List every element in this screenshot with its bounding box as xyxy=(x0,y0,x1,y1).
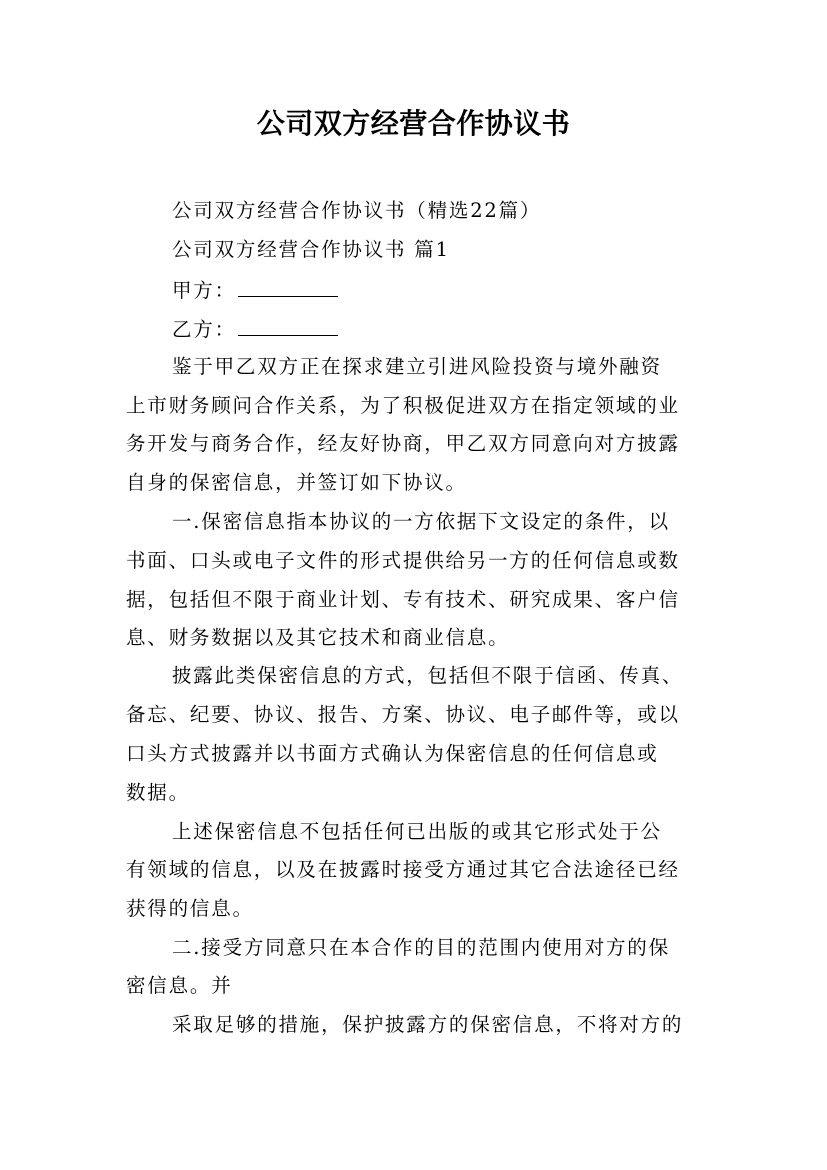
doc-line: 书面、口头或电子文件的形式提供给另一方的任何信息或数 xyxy=(126,549,680,572)
doc-line: 口头方式披露并以书面方式确认为保密信息的任何信息或 xyxy=(126,742,659,765)
doc-line: 数据。 xyxy=(126,781,190,804)
doc-line: 务开发与商务合作，经友好协商，甲乙双方同意向对方披露 xyxy=(126,432,680,455)
party-b-line xyxy=(172,315,762,344)
doc-line-section-heading: 公司双方经营合作协议书 篇1 xyxy=(172,238,450,261)
doc-line: 自身的保密信息，并签订如下协议。 xyxy=(126,471,467,494)
party-a-blank xyxy=(238,276,338,297)
doc-line-subtitle: 公司双方经营合作协议书（精选22篇） xyxy=(172,199,542,222)
doc-line: 采取足够的措施，保护披露方的保密信息，不将对方的 xyxy=(172,1013,684,1036)
doc-line: 备忘、纪要、协议、报告、方案、协议、电子邮件等，或以 xyxy=(126,703,680,726)
doc-line: 密信息。并 xyxy=(126,974,233,997)
doc-line: 一.保密信息指本协议的一方依据下文设定的条件，以 xyxy=(172,510,670,533)
party-a-label: 甲方： xyxy=(172,279,236,302)
doc-line: 上市财务顾问合作关系，为了积极促进双方在指定领域的业 xyxy=(126,394,680,417)
doc-line: 有领域的信息，以及在披露时接受方通过其它合法途径已经 xyxy=(126,858,680,881)
party-b-blank xyxy=(238,315,338,336)
doc-line: 披露此类保密信息的方式，包括但不限于信函、传真、 xyxy=(172,664,684,687)
doc-line: 鉴于甲乙双方正在探求建立引进风险投资与境外融资 xyxy=(172,355,662,378)
doc-line: 上述保密信息不包括任何已出版的或其它形式处于公 xyxy=(172,820,662,843)
doc-line: 据，包括但不限于商业计划、专有技术、研究成果、客户信 xyxy=(126,588,680,611)
party-b-label: 乙方： xyxy=(172,318,236,341)
doc-line: 二.接受方同意只在本合作的目的范围内使用对方的保 xyxy=(172,936,670,959)
doc-line: 获得的信息。 xyxy=(126,897,254,920)
doc-line: 息、财务数据以及其它技术和商业信息。 xyxy=(126,626,510,649)
document-title: 公司双方经营合作协议书 xyxy=(256,107,571,140)
party-a-line xyxy=(172,276,762,305)
